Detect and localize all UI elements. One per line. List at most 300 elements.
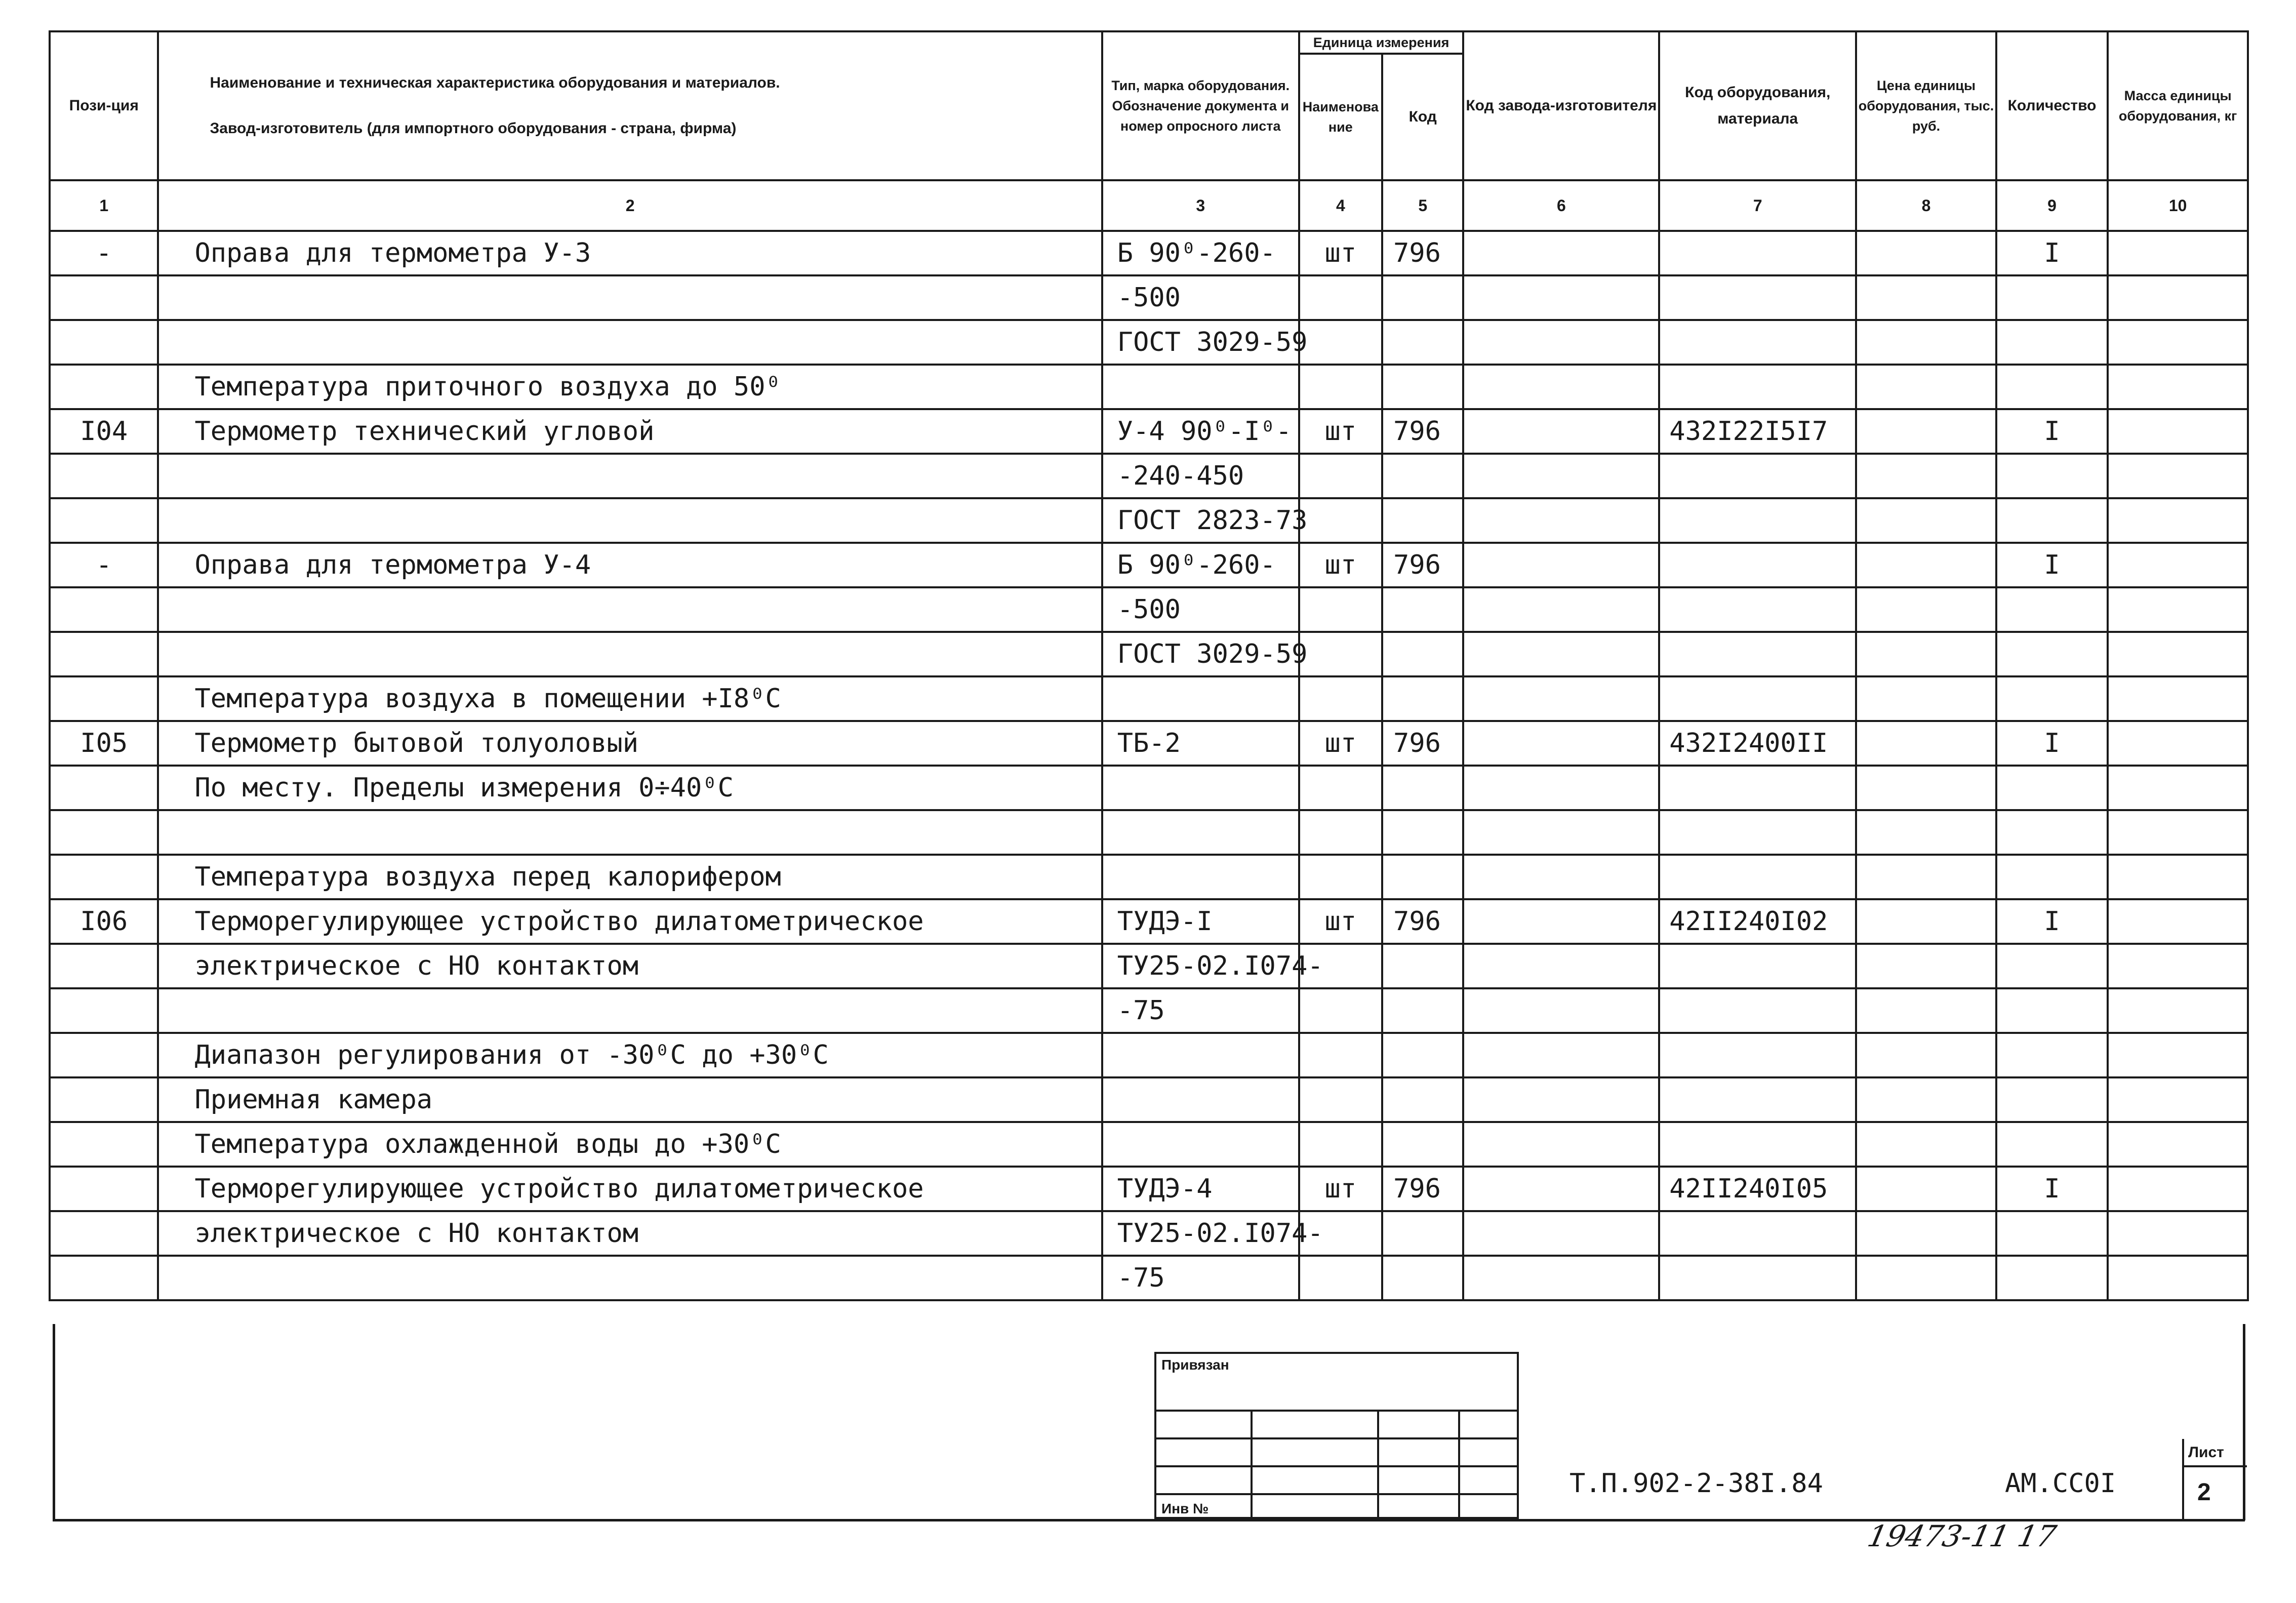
header-name-line2: Завод-изготовитель (для импортного оборудования - страна, фирма) [210, 120, 737, 137]
cell-quantity: I [1996, 231, 2108, 275]
header-unit-name: Наименование [1299, 54, 1382, 180]
table-row [50, 988, 2248, 1033]
cell-mass [2108, 498, 2248, 543]
cell-quantity: I [1996, 1167, 2108, 1211]
cell-type: ТБ-2 [1102, 721, 1299, 766]
cell-unit-name [1299, 320, 1382, 365]
cell-quantity: I [1996, 543, 2108, 587]
cell-mass [2108, 1033, 2248, 1077]
cell-price [1856, 320, 1996, 365]
table-row [50, 676, 2248, 721]
cell-mass [2108, 766, 2248, 810]
cell-mass [2108, 409, 2248, 454]
cell-position: I05 [50, 721, 158, 766]
document-subcode: АМ.СС0I [2005, 1468, 2116, 1499]
cell-position [50, 587, 158, 632]
cell-price [1856, 1033, 1996, 1077]
table-row [50, 454, 2248, 498]
column-number-row [50, 180, 2248, 231]
cell-name: электрическое с НО контактом [158, 1211, 1102, 1256]
cell-position [50, 632, 158, 676]
cell-unit-code [1382, 320, 1463, 365]
cell-quantity [1996, 365, 2108, 409]
cell-price [1856, 454, 1996, 498]
cell-type: ГОСТ 2823-73 [1102, 498, 1299, 543]
cell-name [158, 275, 1102, 320]
cell-mass [2108, 587, 2248, 632]
cell-type: -500 [1102, 587, 1299, 632]
cell-name: Термометр бытовой толуоловый [158, 721, 1102, 766]
cell-name: По месту. Пределы измерения 0÷40⁰С [158, 766, 1102, 810]
cell-mass [2108, 632, 2248, 676]
cell-mfr-code [1463, 498, 1659, 543]
cell-unit-name: шт [1299, 543, 1382, 587]
cell-price [1856, 543, 1996, 587]
cell-price [1856, 988, 1996, 1033]
cell-price [1856, 855, 1996, 899]
bound-label: Привязан [1161, 1357, 1229, 1373]
cell-unit-code [1382, 676, 1463, 721]
cell-position: - [50, 231, 158, 275]
cell-mfr-code [1463, 587, 1659, 632]
cell-unit-code: 796 [1382, 231, 1463, 275]
binding-stamp [1154, 1352, 1519, 1519]
cell-name: Оправа для термометра У-3 [158, 231, 1102, 275]
stamp-line [1156, 1465, 1517, 1467]
cell-mfr-code [1463, 1033, 1659, 1077]
cell-unit-name [1299, 676, 1382, 721]
table-row [50, 1077, 2248, 1122]
cell-type [1102, 810, 1299, 855]
cell-unit-name: шт [1299, 231, 1382, 275]
cell-type: Б 90⁰-260- [1102, 543, 1299, 587]
cell-position: I04 [50, 409, 158, 454]
cell-equipment-code [1659, 1077, 1856, 1122]
header-equip-code: Код оборудования, материала [1659, 31, 1856, 180]
cell-type [1102, 1122, 1299, 1167]
equipment-spec-table [49, 30, 2249, 1301]
cell-name [158, 632, 1102, 676]
cell-unit-name [1299, 1033, 1382, 1077]
cell-unit-code [1382, 810, 1463, 855]
cell-name: Диапазон регулирования от -30⁰С до +30⁰С [158, 1033, 1102, 1077]
cell-position: I06 [50, 899, 158, 944]
cell-position [50, 320, 158, 365]
cell-unit-code [1382, 944, 1463, 988]
table-row [50, 587, 2248, 632]
cell-mass [2108, 855, 2248, 899]
inv-label: Инв № [1161, 1501, 1209, 1516]
column-number: 10 [2108, 180, 2248, 231]
cell-equipment-code [1659, 231, 1856, 275]
cell-quantity [1996, 766, 2108, 810]
cell-mass [2108, 543, 2248, 587]
cell-mfr-code [1463, 810, 1659, 855]
table-row [50, 498, 2248, 543]
cell-mfr-code [1463, 721, 1659, 766]
cell-type: -75 [1102, 988, 1299, 1033]
sheet-number: 2 [2197, 1479, 2211, 1506]
cell-type [1102, 1033, 1299, 1077]
cell-mfr-code [1463, 855, 1659, 899]
cell-unit-name [1299, 766, 1382, 810]
cell-name: Терморегулирующее устройство дилатометрическое [158, 1167, 1102, 1211]
cell-mfr-code [1463, 988, 1659, 1033]
document-code: Т.П.902-2-38I.84 [1569, 1468, 1823, 1499]
table-row [50, 409, 2248, 454]
cell-name: Оправа для термометра У-4 [158, 543, 1102, 587]
cell-type [1102, 855, 1299, 899]
cell-unit-name [1299, 454, 1382, 498]
cell-unit-code [1382, 988, 1463, 1033]
cell-position [50, 365, 158, 409]
cell-mass [2108, 1077, 2248, 1122]
cell-position [50, 1033, 158, 1077]
cell-unit-code: 796 [1382, 899, 1463, 944]
table-row [50, 1033, 2248, 1077]
cell-quantity [1996, 944, 2108, 988]
cell-unit-code [1382, 454, 1463, 498]
cell-equipment-code [1659, 1256, 1856, 1300]
cell-type: ГОСТ 3029-59 [1102, 632, 1299, 676]
cell-mfr-code [1463, 1211, 1659, 1256]
cell-name: электрическое с НО контактом [158, 944, 1102, 988]
cell-equipment-code [1659, 676, 1856, 721]
cell-position [50, 1167, 158, 1211]
cell-name: Терморегулирующее устройство дилатометрическое [158, 899, 1102, 944]
header-mass: Масса единицы оборудования, кг [2108, 31, 2248, 180]
cell-type: -240-450 [1102, 454, 1299, 498]
column-number: 8 [1856, 180, 1996, 231]
cell-unit-name [1299, 365, 1382, 409]
cell-equipment-code: 432I22I5I7 [1659, 409, 1856, 454]
cell-price [1856, 676, 1996, 721]
cell-unit-code: 796 [1382, 409, 1463, 454]
column-number: 3 [1102, 180, 1299, 231]
cell-price [1856, 1211, 1996, 1256]
column-number: 4 [1299, 180, 1382, 231]
cell-unit-code [1382, 498, 1463, 543]
cell-mfr-code [1463, 543, 1659, 587]
stamp-line [1156, 1493, 1517, 1495]
cell-price [1856, 409, 1996, 454]
cell-type: -75 [1102, 1256, 1299, 1300]
cell-unit-name [1299, 587, 1382, 632]
cell-quantity: I [1996, 721, 2108, 766]
cell-price [1856, 1167, 1996, 1211]
cell-price [1856, 231, 1996, 275]
cell-unit-code: 796 [1382, 1167, 1463, 1211]
stamp-line [1156, 1410, 1517, 1412]
cell-equipment-code: 42II240I02 [1659, 899, 1856, 944]
table-row [50, 1167, 2248, 1211]
cell-equipment-code [1659, 810, 1856, 855]
cell-name [158, 810, 1102, 855]
cell-name [158, 498, 1102, 543]
cell-mass [2108, 365, 2248, 409]
handwritten-number: 19473-11 17 [1864, 1519, 2060, 1553]
cell-mfr-code [1463, 1122, 1659, 1167]
cell-mfr-code [1463, 275, 1659, 320]
cell-mfr-code [1463, 1256, 1659, 1300]
cell-position [50, 1256, 158, 1300]
cell-quantity [1996, 855, 2108, 899]
cell-unit-code [1382, 766, 1463, 810]
cell-price [1856, 587, 1996, 632]
cell-equipment-code [1659, 587, 1856, 632]
cell-position [50, 498, 158, 543]
cell-mass [2108, 944, 2248, 988]
cell-type: ТУДЭ-I [1102, 899, 1299, 944]
cell-equipment-code [1659, 855, 1856, 899]
cell-price [1856, 498, 1996, 543]
column-number: 2 [158, 180, 1102, 231]
cell-unit-code [1382, 855, 1463, 899]
frame-left-line [53, 1324, 55, 1520]
stamp-line [1251, 1410, 1253, 1519]
cell-type [1102, 365, 1299, 409]
cell-type: ГОСТ 3029-59 [1102, 320, 1299, 365]
cell-unit-code [1382, 1033, 1463, 1077]
cell-equipment-code [1659, 944, 1856, 988]
cell-mfr-code [1463, 1077, 1659, 1122]
sheet-label: Лист [2188, 1444, 2224, 1461]
cell-price [1856, 1256, 1996, 1300]
cell-position [50, 676, 158, 721]
cell-unit-name [1299, 1077, 1382, 1122]
cell-mass [2108, 231, 2248, 275]
cell-mfr-code [1463, 409, 1659, 454]
cell-quantity [1996, 587, 2108, 632]
cell-quantity [1996, 320, 2108, 365]
cell-type [1102, 766, 1299, 810]
table-row [50, 944, 2248, 988]
cell-mass [2108, 320, 2248, 365]
cell-unit-code [1382, 587, 1463, 632]
cell-position: - [50, 543, 158, 587]
cell-quantity [1996, 1256, 2108, 1300]
cell-quantity [1996, 498, 2108, 543]
table-row [50, 899, 2248, 944]
cell-price [1856, 944, 1996, 988]
table-row [50, 275, 2248, 320]
cell-price [1856, 1122, 1996, 1167]
cell-name [158, 454, 1102, 498]
cell-quantity [1996, 1033, 2108, 1077]
cell-unit-name: шт [1299, 1167, 1382, 1211]
cell-type: У-4 90⁰-I⁰- [1102, 409, 1299, 454]
cell-mfr-code [1463, 320, 1659, 365]
cell-unit-name [1299, 275, 1382, 320]
header-type: Тип, марка оборудования. Обозначение документа и номер опросного листа [1102, 31, 1299, 180]
cell-unit-name [1299, 855, 1382, 899]
cell-equipment-code [1659, 1033, 1856, 1077]
column-number: 7 [1659, 180, 1856, 231]
cell-name [158, 320, 1102, 365]
table-row [50, 231, 2248, 275]
cell-equipment-code [1659, 320, 1856, 365]
cell-unit-name: шт [1299, 721, 1382, 766]
cell-mass [2108, 454, 2248, 498]
cell-mfr-code [1463, 1167, 1659, 1211]
cell-unit-name [1299, 498, 1382, 543]
cell-unit-name [1299, 988, 1382, 1033]
header-name [158, 31, 1102, 180]
cell-name: Температура охлажденной воды до +30⁰С [158, 1122, 1102, 1167]
column-number: 5 [1382, 180, 1463, 231]
cell-price [1856, 810, 1996, 855]
header-unit-code: Код [1382, 54, 1463, 180]
cell-mass [2108, 1122, 2248, 1167]
header-unit-group: Единица измерения [1299, 31, 1464, 54]
cell-position [50, 766, 158, 810]
cell-equipment-code [1659, 988, 1856, 1033]
header-position: Пози-ция [50, 31, 158, 180]
table-row [50, 810, 2248, 855]
table-row [50, 721, 2248, 766]
cell-mfr-code [1463, 676, 1659, 721]
cell-equipment-code [1659, 1122, 1856, 1167]
cell-price [1856, 365, 1996, 409]
cell-name: Приемная камера [158, 1077, 1102, 1122]
cell-type [1102, 676, 1299, 721]
cell-price [1856, 766, 1996, 810]
cell-quantity [1996, 810, 2108, 855]
cell-equipment-code [1659, 275, 1856, 320]
stamp-line [1458, 1410, 1460, 1519]
column-number: 6 [1463, 180, 1659, 231]
cell-quantity [1996, 676, 2108, 721]
column-number: 9 [1996, 180, 2108, 231]
cell-type [1102, 1077, 1299, 1122]
cell-name [158, 1256, 1102, 1300]
table-row [50, 1122, 2248, 1167]
cell-type: ТУДЭ-4 [1102, 1167, 1299, 1211]
header-name-line1: Наименование и техническая характеристика оборудования и материалов. [210, 74, 780, 91]
cell-mfr-code [1463, 632, 1659, 676]
cell-unit-code [1382, 1122, 1463, 1167]
table-row [50, 365, 2248, 409]
cell-mass [2108, 1167, 2248, 1211]
stamp-line [1156, 1437, 1517, 1439]
cell-unit-code [1382, 365, 1463, 409]
cell-mfr-code [1463, 365, 1659, 409]
cell-position [50, 454, 158, 498]
cell-name [158, 587, 1102, 632]
cell-unit-code [1382, 1256, 1463, 1300]
table-row [50, 320, 2248, 365]
cell-price [1856, 632, 1996, 676]
cell-name: Температура воздуха перед калорифером [158, 855, 1102, 899]
cell-unit-code: 796 [1382, 721, 1463, 766]
cell-price [1856, 275, 1996, 320]
sheet-box-separator [2184, 1465, 2247, 1467]
cell-type: ТУ25-02.I074- [1102, 1211, 1299, 1256]
cell-price [1856, 899, 1996, 944]
cell-mass [2108, 899, 2248, 944]
cell-position [50, 810, 158, 855]
cell-position [50, 944, 158, 988]
cell-unit-code [1382, 1077, 1463, 1122]
cell-mfr-code [1463, 766, 1659, 810]
cell-quantity [1996, 1211, 2108, 1256]
cell-mass [2108, 810, 2248, 855]
cell-unit-code: 796 [1382, 543, 1463, 587]
cell-equipment-code [1659, 1211, 1856, 1256]
cell-type: -500 [1102, 275, 1299, 320]
cell-mass [2108, 721, 2248, 766]
cell-mfr-code [1463, 454, 1659, 498]
cell-quantity [1996, 632, 2108, 676]
cell-unit-code [1382, 275, 1463, 320]
cell-mass [2108, 1211, 2248, 1256]
cell-type: ТУ25-02.I074- [1102, 944, 1299, 988]
column-number: 1 [50, 180, 158, 231]
cell-unit-name: шт [1299, 899, 1382, 944]
cell-position [50, 988, 158, 1033]
cell-mass [2108, 275, 2248, 320]
cell-unit-code [1382, 632, 1463, 676]
cell-unit-name [1299, 810, 1382, 855]
cell-mfr-code [1463, 899, 1659, 944]
cell-quantity [1996, 1077, 2108, 1122]
cell-quantity [1996, 1122, 2108, 1167]
cell-quantity [1996, 454, 2108, 498]
cell-equipment-code [1659, 498, 1856, 543]
cell-unit-name: шт [1299, 409, 1382, 454]
cell-quantity: I [1996, 899, 2108, 944]
cell-position [50, 855, 158, 899]
header-qty: Количество [1996, 31, 2108, 180]
cell-quantity [1996, 988, 2108, 1033]
cell-mfr-code [1463, 944, 1659, 988]
stamp-line [1377, 1410, 1379, 1519]
cell-equipment-code [1659, 766, 1856, 810]
table-row [50, 1211, 2248, 1256]
cell-equipment-code [1659, 632, 1856, 676]
cell-quantity [1996, 275, 2108, 320]
cell-mass [2108, 1256, 2248, 1300]
header-price: Цена единицы оборудования, тыс. руб. [1856, 31, 1996, 180]
cell-position [50, 1211, 158, 1256]
cell-position [50, 275, 158, 320]
cell-quantity: I [1996, 409, 2108, 454]
cell-name [158, 988, 1102, 1033]
cell-equipment-code: 432I2400II [1659, 721, 1856, 766]
cell-equipment-code [1659, 365, 1856, 409]
cell-type: Б 90⁰-260- [1102, 231, 1299, 275]
table-row [50, 632, 2248, 676]
cell-equipment-code [1659, 454, 1856, 498]
cell-price [1856, 721, 1996, 766]
cell-unit-code [1382, 1211, 1463, 1256]
table-row [50, 1256, 2248, 1300]
header-mfr-code: Код завода-изготовителя [1463, 31, 1659, 180]
cell-unit-name [1299, 632, 1382, 676]
cell-price [1856, 1077, 1996, 1122]
cell-position [50, 1122, 158, 1167]
cell-unit-name [1299, 1122, 1382, 1167]
table-row [50, 766, 2248, 810]
cell-equipment-code [1659, 543, 1856, 587]
table-row [50, 855, 2248, 899]
cell-name: Температура приточного воздуха до 50⁰ [158, 365, 1102, 409]
cell-equipment-code: 42II240I05 [1659, 1167, 1856, 1211]
cell-name: Термометр технический угловой [158, 409, 1102, 454]
cell-mfr-code [1463, 231, 1659, 275]
cell-mass [2108, 988, 2248, 1033]
cell-mass [2108, 676, 2248, 721]
